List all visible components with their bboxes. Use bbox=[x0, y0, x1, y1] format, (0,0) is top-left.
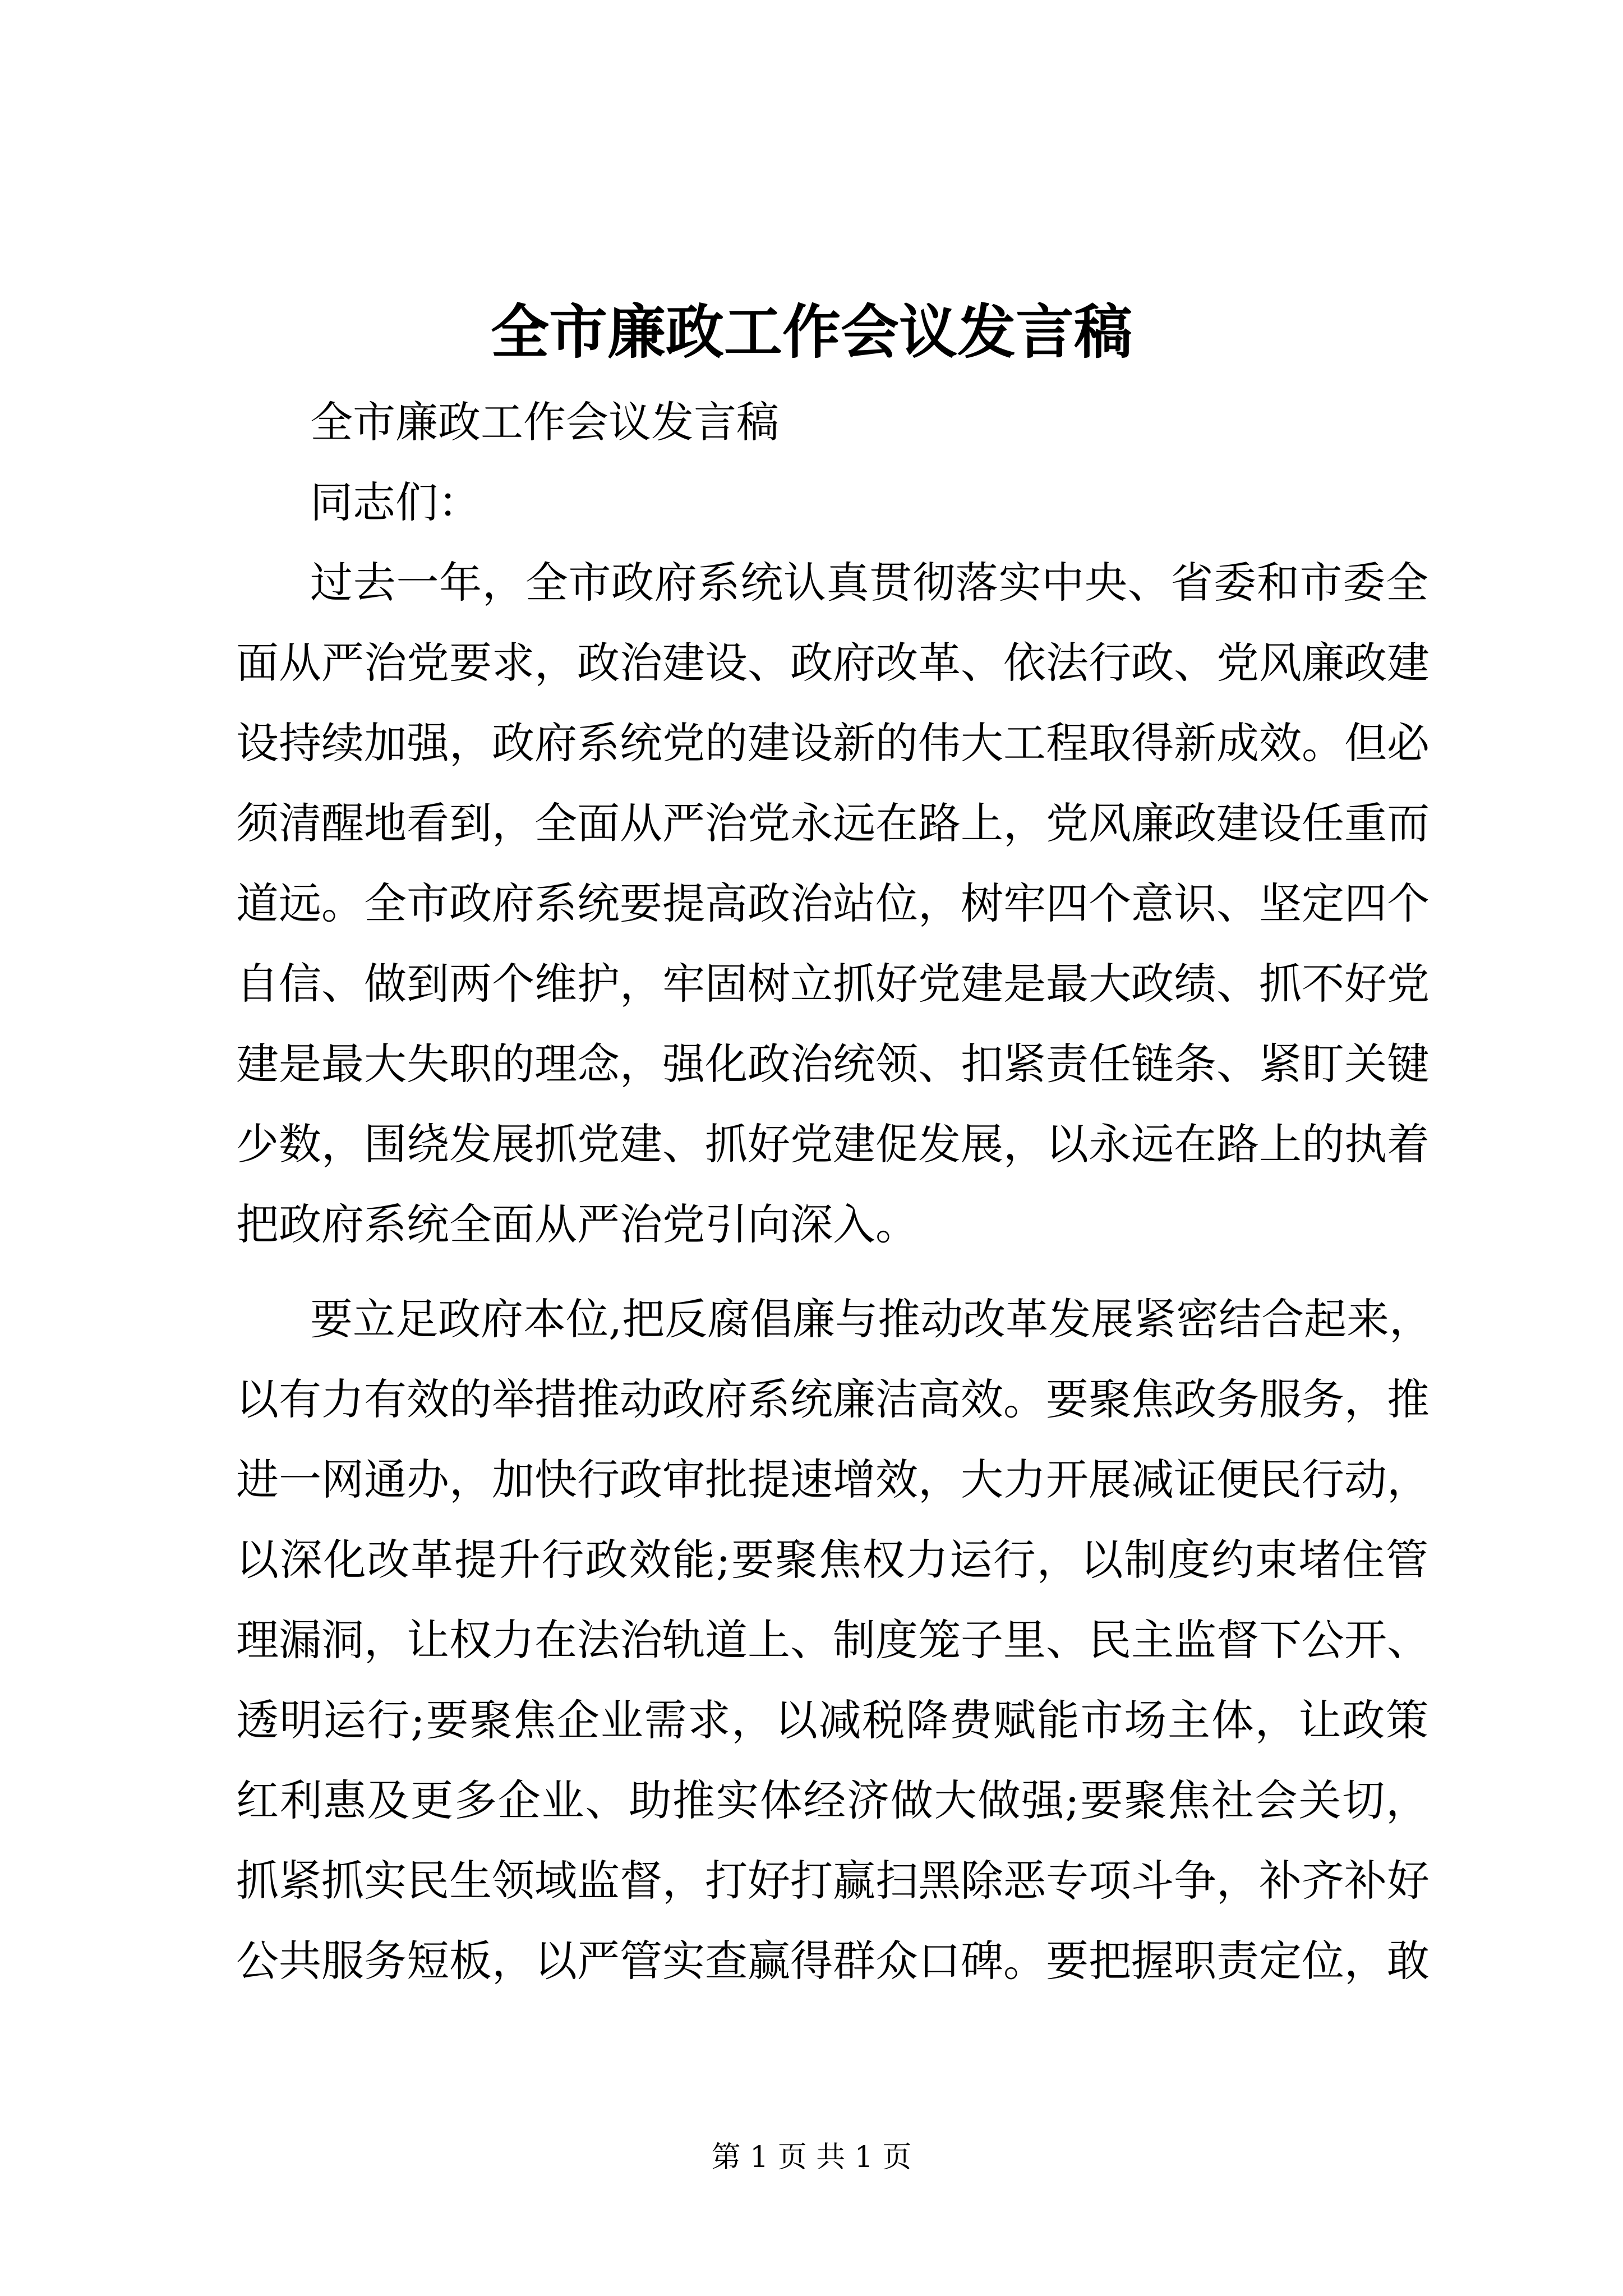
paragraph-line: 面从严治党要求，政治建设、政府改革、依法行政、党风廉政建 bbox=[236, 638, 1430, 688]
paragraph-line: 以有力有效的举措推动政府系统廉洁高效。要聚焦政务服务，推 bbox=[236, 1374, 1430, 1424]
paragraph-1 bbox=[236, 542, 1428, 1264]
paragraph-line: 理漏洞，让权力在法治轨道上、制度笼子里、民主监督下公开、 bbox=[236, 1615, 1430, 1665]
paragraph-line: 须清醒地看到，全面从严治党永远在路上，党风廉政建设任重而 bbox=[236, 798, 1430, 848]
paragraph-line: 设持续加强，政府系统党的建设新的伟大工程取得新成效。但必 bbox=[236, 718, 1430, 768]
paragraph-2 bbox=[236, 1279, 1432, 2001]
paragraph-line: 过去一年，全市政府系统认真贯彻落实中央、省委和市委全 bbox=[310, 558, 1428, 608]
document-body bbox=[236, 382, 1432, 2001]
paragraph-line: 建是最大失职的理念，强化政治统领、扣紧责任链条、紧盯关键 bbox=[236, 1039, 1430, 1089]
salutation: 同志们： bbox=[310, 477, 481, 527]
page-footer: 第 1 页 共 1 页 bbox=[711, 2141, 912, 2174]
paragraph-line: 自信、做到两个维护，牢固树立抓好党建是最大政绩、抓不好党 bbox=[236, 959, 1430, 1009]
paragraph-line: 公共服务短板，以严管实查赢得群众口碑。要把握职责定位，敢 bbox=[236, 1936, 1430, 1986]
paragraph-line: 抓紧抓实民生领域监督，打好打赢扫黑除恶专项斗争，补齐补好 bbox=[236, 1856, 1430, 1906]
paragraph-line: 以深化改革提升行政效能;要聚焦权力运行，以制度约束堵住管 bbox=[236, 1535, 1428, 1585]
subtitle: 全市廉政工作会议发言稿 bbox=[310, 397, 779, 447]
paragraph-line: 要立足政府本位,把反腐倡廉与推动改革发展紧密结合起来， bbox=[310, 1294, 1432, 1344]
document-title: 全市廉政工作会议发言稿 bbox=[490, 297, 1132, 366]
paragraph-line: 红利惠及更多企业、助推实体经济做大做强;要聚焦社会关切， bbox=[236, 1775, 1428, 1825]
paragraph-line: 少数，围绕发展抓党建、抓好党建促发展，以永远在路上的执着 bbox=[236, 1119, 1430, 1169]
paragraph-line: 进一网通办，加快行政审批提速增效，大力开展减证便民行动， bbox=[236, 1455, 1430, 1504]
paragraph-line: 透明运行;要聚焦企业需求，以减税降费赋能市场主体，让政策 bbox=[236, 1695, 1428, 1745]
paragraph-line: 把政府系统全面从严治党引向深入。 bbox=[236, 1199, 918, 1249]
paragraph-line: 道远。全市政府系统要提高政治站位，树牢四个意识、坚定四个 bbox=[236, 878, 1430, 928]
